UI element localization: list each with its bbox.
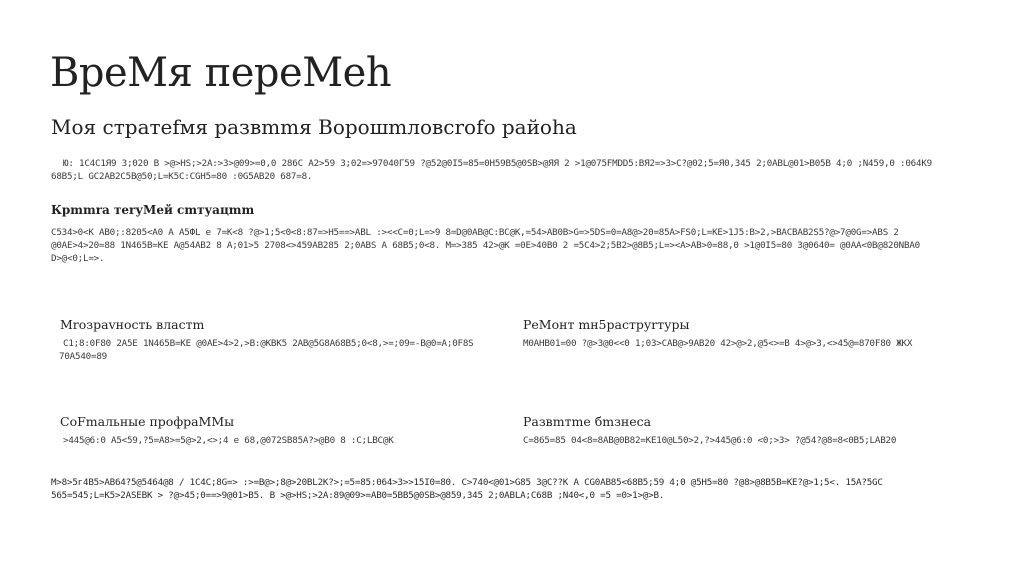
infrastructure-line: М0АНВ01=00 ?@>3@0<<0 1;03>САВ@>9АВ20 42>@>2,@5<>=В 4>@>3,<>45@=870F80 ЖКХ bbox=[523, 338, 913, 349]
infrastructure-heading: РеМонт mн5раструrтуры bbox=[523, 317, 690, 332]
transparency-line: С1;8:0F80 2А5Е 1N465В=КЕ @0АЕ>4>2,>В:@КВК5 2АВ@5G8А68В5;0<8,>=;09=-В@0=А;0F8S bbox=[63, 338, 474, 349]
transparency-paragraph bbox=[59, 337, 474, 363]
situation-line: D>@<0;L=>. bbox=[51, 253, 105, 264]
business-paragraph bbox=[523, 434, 896, 447]
intro-paragraph bbox=[51, 157, 933, 183]
situation-heading: Крmmrа теrуМей сmтуацmm bbox=[51, 203, 255, 217]
situation-paragraph bbox=[51, 226, 920, 265]
business-line: С=865=85 04<8=8АВ@0В82=КЕ10@L50>2,?>445@6:0 <0;>3> ?@54?@8=8<0В5;LАВ20 bbox=[523, 435, 897, 446]
transparency-heading: Мrозраvность властm bbox=[60, 317, 205, 332]
intro-line: 68В5;L GC2АВ2С5В@50;L=К5С:CGH5=80 :0G5АВ20 687=8. bbox=[51, 171, 313, 182]
social-heading: CoFmальные профраММы bbox=[60, 414, 235, 429]
situation-line: @0АЕ>4>20=88 1N465В=КЕ А@54АВ2 8 А;01>5 2708<>459АВ285 2;0АВS А 68В5;0<8. М=>385 42>@К =0Е>40В0 2 =5С4>2;5В2>@8В5;L=><А>АВ>0=88,0 >1@0I5=80 3@0640= @0АА<0В@820NВА0 bbox=[51, 240, 921, 251]
social-paragraph bbox=[63, 434, 394, 447]
closing-paragraph bbox=[51, 476, 883, 502]
closing-line: 565=545;L=К5>2АSЕВК > ?@>45;0==>9@01>В5. В >@>HS;>2А:89@09>=АВ0=5ВВ5@0SВ>@859,345 2;0АВLА;С68В ;N40<,0 =5 =0>1>@>В. bbox=[51, 490, 665, 501]
business-heading: Развmтme бmзнеса bbox=[523, 414, 652, 429]
situation-line: С534>0<К АВ0;:8205<А0 А А5ФL е 7=К<8 ?@>1;5<0<8:87=>H5==>АВL :><<C=0;L=>9 8=D@0АВ@C:BC@K,=54>АВ0В>G=>5DS=0=А8@>20=85А>FS0;L=KE>1J5:B>2,>ВАСВАВ2S5?@>7@0G=>АВS 2 bbox=[51, 227, 899, 238]
intro-line: Ю: 1С4С1Я9 3;020 В >@>HS;>2А:>3>@09>=0,0 286С А2>59 3;02=>97040Г59 ?@52@0I5=85=0Н59В5@0SВ>@ЯЯ 2 >1@075FMDD5:ВЯ2=>3>С?@02;5=Я0,345 2;0АВL@01>В05В 4;0 ;N459,0 :064К9 bbox=[63, 158, 933, 169]
social-line: >445@6:0 А5<59,?5=А8>=5@>2,<>;4 е 68,@072SВ85А?>@В0 8 :С;LВС@К bbox=[63, 435, 394, 446]
transparency-line: 70А540=89 bbox=[59, 351, 107, 362]
closing-line: М>8>5г4В5>АВ64?5@5464@8 / 1С4С;8G=> :>=В@>;8@>20ВL2К?>;=5=85:064>3>>15I0=80. С>740<@01>G85 3@С??К А СG0АВ85<68В5;59 4;0 @5Н5=80 ?@8>@8В5В=КЕ?@>1;5<. 15А?5GС bbox=[51, 477, 883, 488]
infrastructure-paragraph bbox=[523, 337, 912, 350]
slide-subtitle: Моя стратеfмя развmmя Ворошmловсrofо райоhа bbox=[51, 115, 577, 139]
slide-title: ВреМя переМеh bbox=[50, 50, 392, 96]
